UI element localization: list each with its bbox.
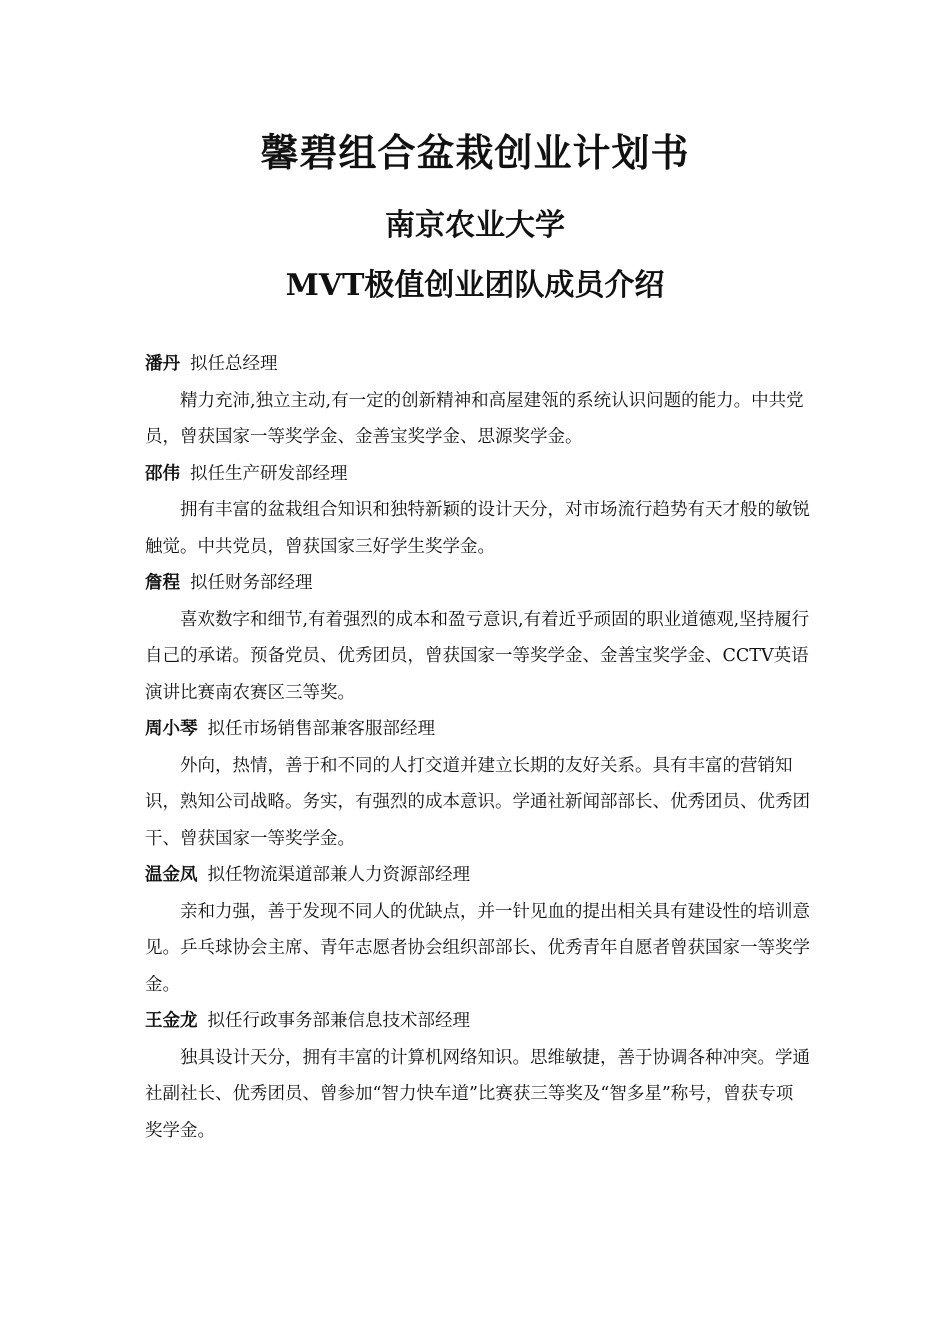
member-name: 王金龙 (145, 1011, 198, 1031)
member-list (145, 346, 810, 1149)
member-description: 独具设计天分，拥有丰富的计算机网络知识。思维敏捷，善于协调各种冲突。学通社副社长、优秀团员、曾参加“智力快车道”比赛获三等奖及“智多星”称号，曾获专项奖学金。 (145, 1047, 810, 1141)
member-role: 拟任生产研发部经理 (190, 463, 348, 484)
member-role: 拟任行政事务部兼信息技术部经理 (207, 1011, 470, 1031)
member-description: 喜欢数字和细节,有着强烈的成本和盈亏意识,有着近乎顽固的职业道德观,坚持履行自己的承诺。预备党员、优秀团员，曾获国家一等奖学金、金善宝奖学金、CCTV英语演讲比赛南农赛区三等奖。 (145, 609, 810, 703)
team-intro-heading: MVT极值创业团队成员介绍 (285, 268, 665, 303)
member-role: 拟任财务部经理 (190, 573, 313, 593)
member-entry (145, 346, 810, 456)
member-name: 詹程 (145, 573, 180, 593)
member-description: 拥有丰富的盆栽组合知识和独特新颖的设计天分，对市场流行趋势有天才般的敏锐触觉。中共党员，曾获国家三好学生奖学金。 (145, 500, 810, 557)
member-name: 潘丹 (145, 354, 180, 374)
member-name: 周小琴 (145, 719, 198, 739)
member-entry (145, 711, 810, 857)
member-name: 邵伟 (145, 463, 180, 484)
university-name: 南京农业大学 (385, 208, 565, 243)
member-role: 拟任市场销售部兼客服部经理 (207, 719, 435, 739)
member-entry (145, 456, 810, 566)
member-role: 拟任总经理 (190, 354, 278, 374)
member-role: 拟任物流渠道部兼人力资源部经理 (207, 865, 470, 885)
member-description: 亲和力强，善于发现不同人的优缺点，并一针见血的提出相关具有建设性的培训意见。乒乓球协会主席、青年志愿者协会组织部部长、优秀青年自愿者曾获国家一等奖学金。 (145, 901, 810, 995)
member-description: 外向，热情，善于和不同的人打交道并建立长期的友好关系。具有丰富的营销知识，熟知公司战略。务实，有强烈的成本意识。学通社新闻部部长、优秀团员、优秀团干、曾获国家一等奖学金。 (145, 755, 810, 849)
member-entry (145, 1003, 810, 1149)
member-description: 精力充沛,独立主动,有一定的创新精神和高屋建瓴的系统认识问题的能力。中共党员，曾获国家一等奖学金、金善宝奖学金、思源奖学金。 (145, 390, 804, 447)
document-title: 馨碧组合盆栽创业计划书 (260, 130, 690, 175)
member-entry (145, 857, 810, 1003)
member-entry (145, 565, 810, 711)
member-name: 温金凤 (145, 865, 198, 885)
